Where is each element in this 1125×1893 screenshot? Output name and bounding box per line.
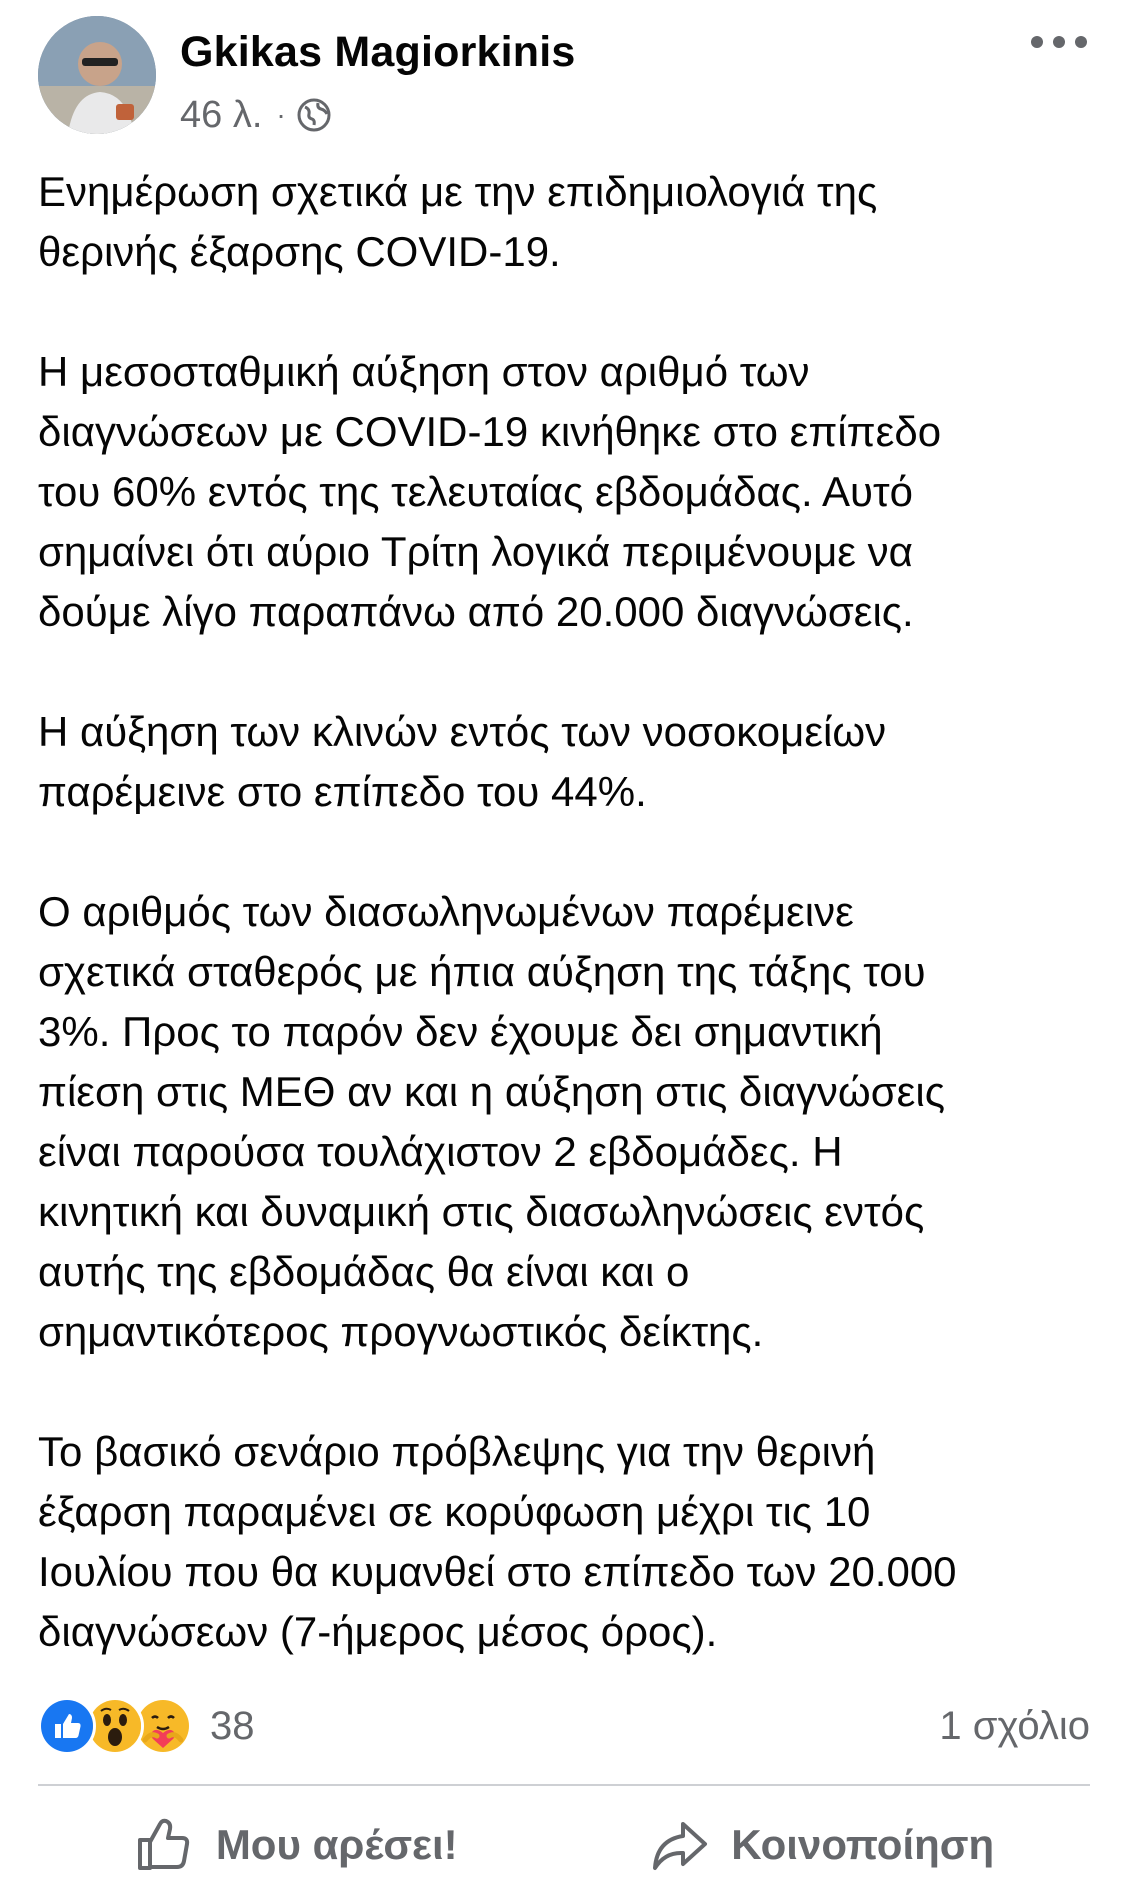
post-time[interactable]: 46 λ.: [180, 93, 263, 136]
divider: [38, 1784, 1090, 1786]
like-icon: [38, 1697, 96, 1755]
reaction-summary[interactable]: [38, 1697, 255, 1755]
globe-icon[interactable]: [296, 97, 332, 133]
reaction-count: 38: [210, 1703, 255, 1748]
share-button-label: Κοινοποίηση: [731, 1821, 995, 1868]
like-button-label: Μου αρέσει!: [215, 1821, 458, 1868]
meta-separator: ·: [276, 99, 286, 130]
share-arrow-icon: [649, 1814, 711, 1876]
avatar-photo: [38, 16, 156, 134]
author-name[interactable]: Gkikas Magiorkinis: [180, 28, 576, 76]
reactions-row: [38, 1698, 1090, 1754]
post-paragraph: Ο αριθμός των διασωληνωμένων παρέμεινε σχετικά σταθερός με ήπια αύξηση της τάξης του 3%. Προς το παρόν δεν έχουμε δει σημαντική πίεση στις ΜΕΘ αν και η αύξηση στις διαγνώσεις είναι παρούσα τουλάχιστον 2 εβδομάδες. Η κινητική και δυναμική στις διασωληνώσεις εντός αυτής της εβδομάδας θα είναι και ο σημαντικότερος προγνωστικός δείκτης.: [38, 888, 945, 1355]
post-paragraph: Ενημέρωση σχετικά με την επιδημιολογιά της θερινής έξαρσης COVID-19.: [38, 168, 878, 275]
post-header: [0, 0, 1125, 150]
comment-count-link[interactable]: 1 σχόλιο: [939, 1703, 1090, 1748]
share-button[interactable]: [649, 1814, 994, 1876]
post-paragraph: Η μεσοσταθμική αύξηση στον αριθμό των διαγνώσεων με COVID-19 κινήθηκε στο επίπεδο του 60% εντός της τελευταίας εβδομάδας. Αυτό σημαίνει ότι αύριο Τρίτη λογικά περιμένουμε να δούμε λίγο παραπάνω από 20.000 διαγνώσεις.: [38, 348, 942, 635]
post-meta: [180, 92, 332, 138]
post-actions: [38, 1800, 1090, 1890]
post-paragraph: Η αύξηση των κλινών εντός των νοσοκομείων παρέμεινε στο επίπεδο του 44%.: [38, 708, 887, 815]
author-avatar[interactable]: [38, 16, 156, 134]
more-options-icon[interactable]: [1031, 30, 1087, 54]
like-button[interactable]: [134, 1814, 458, 1876]
thumbs-up-icon: [134, 1814, 196, 1876]
post-body: [38, 162, 1098, 1722]
post-paragraph: Το βασικό σενάριο πρόβλεψης για την θερινή έξαρση παραμένει σε κορύφωση μέχρι τις 10 Ιουλίου που θα κυμανθεί στο επίπεδο των 20.000 διαγνώσεων (7-ήμερος μέσος όρος).: [38, 1428, 957, 1655]
